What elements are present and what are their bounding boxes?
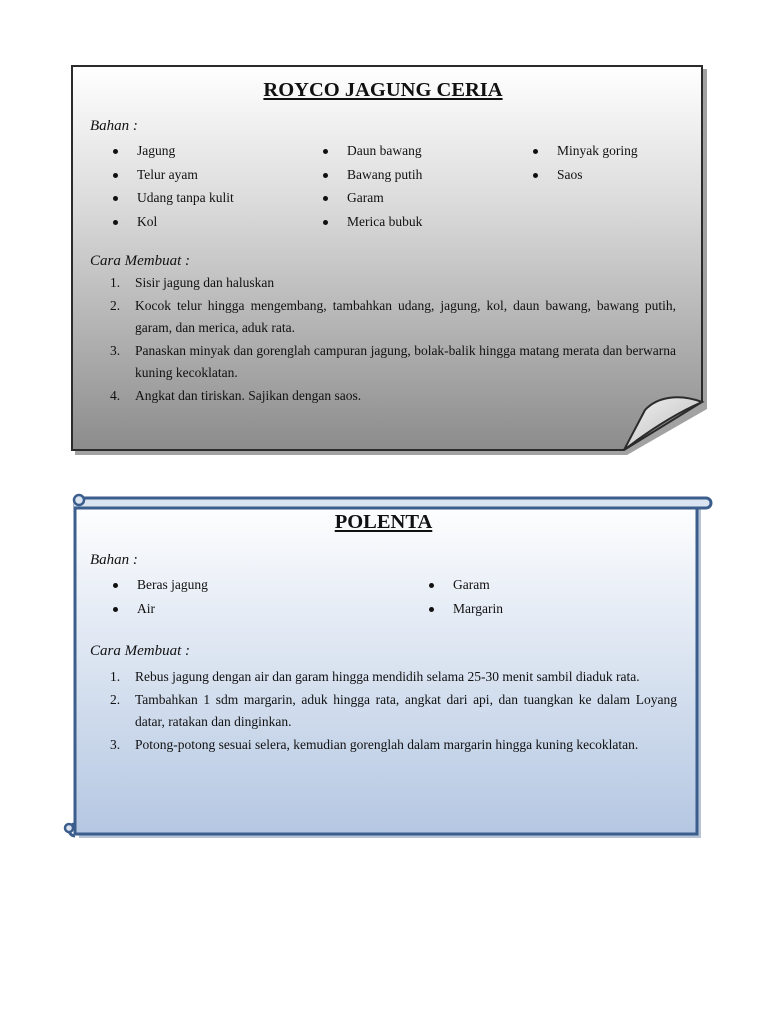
step-number: 4. bbox=[110, 387, 121, 403]
step-number: 1. bbox=[110, 669, 121, 684]
step-number: 2. bbox=[110, 297, 121, 313]
recipe-title: POLENTA bbox=[334, 511, 433, 533]
ingredient-item: Margarin bbox=[426, 597, 503, 621]
ingredients-heading: Bahan : bbox=[90, 118, 138, 134]
step-number: 1. bbox=[110, 275, 121, 290]
step-text: Angkat dan tiriskan. Sajikan dengan saos. bbox=[135, 387, 362, 403]
step-text: Panaskan minyak dan gorenglah campuran jagung, bolak-balik hingga matang merata dan berwarna kuning kecoklatan. bbox=[135, 342, 676, 380]
step-item bbox=[90, 385, 676, 408]
ingredient-item: Kol bbox=[110, 210, 234, 234]
step-text: Sisir jagung dan haluskan bbox=[135, 275, 275, 290]
recipe-title: ROYCO JAGUNG CERIA bbox=[263, 79, 503, 101]
ingredient-item: Merica bubuk bbox=[320, 210, 422, 234]
ingredients-column bbox=[110, 139, 234, 233]
ingredient-item: Udang tanpa kulit bbox=[110, 186, 234, 210]
step-text: Tambahkan 1 sdm margarin, aduk hingga rata, angkat dari api, dan tuangkan ke dalam Loyang datar, ratakan dan dinginkan. bbox=[135, 691, 677, 729]
step-item bbox=[90, 689, 677, 734]
ingredient-item: Garam bbox=[320, 186, 422, 210]
ingredient-item: Garam bbox=[426, 573, 503, 597]
step-item bbox=[90, 734, 677, 757]
ingredient-item: Beras jagung bbox=[110, 573, 208, 597]
step-number: 3. bbox=[110, 736, 121, 752]
ingredients-column bbox=[110, 573, 208, 620]
ingredients-list bbox=[90, 573, 677, 621]
ingredient-item: Daun bawang bbox=[320, 139, 422, 163]
ingredient-item: Telur ayam bbox=[110, 163, 234, 187]
step-text: Potong-potong sesuai selera, kemudian gorenglah dalam margarin hingga kuning kecoklatan. bbox=[135, 736, 639, 752]
ingredients-heading: Bahan : bbox=[90, 552, 138, 568]
recipe-card-polenta bbox=[60, 490, 715, 840]
step-number: 2. bbox=[110, 691, 121, 707]
ingredients-column bbox=[320, 139, 422, 233]
ingredients-list bbox=[90, 139, 676, 235]
step-number: 3. bbox=[110, 342, 121, 358]
steps-list bbox=[90, 272, 676, 407]
steps-heading: Cara Membuat : bbox=[90, 253, 190, 269]
step-item bbox=[90, 340, 676, 385]
recipe-card-royco bbox=[70, 64, 703, 452]
step-item bbox=[90, 295, 676, 340]
ingredient-item: Minyak goring bbox=[530, 139, 638, 163]
step-text: Rebus jagung dengan air dan garam hingga mendidih selama 25-30 menit sambil diaduk rata. bbox=[135, 669, 640, 684]
ingredient-item: Bawang putih bbox=[320, 163, 422, 187]
steps-heading: Cara Membuat : bbox=[90, 643, 190, 659]
ingredient-item: Air bbox=[110, 597, 208, 621]
ingredient-item: Jagung bbox=[110, 139, 234, 163]
ingredients-column bbox=[426, 573, 503, 620]
step-text: Kocok telur hingga mengembang, tambahkan udang, jagung, kol, daun bawang, bawang putih, garam, dan merica, aduk rata. bbox=[135, 297, 676, 335]
step-item bbox=[90, 272, 676, 295]
steps-list bbox=[90, 666, 677, 756]
step-item bbox=[90, 666, 677, 689]
ingredient-item: Saos bbox=[530, 163, 638, 187]
ingredients-column bbox=[530, 139, 638, 186]
